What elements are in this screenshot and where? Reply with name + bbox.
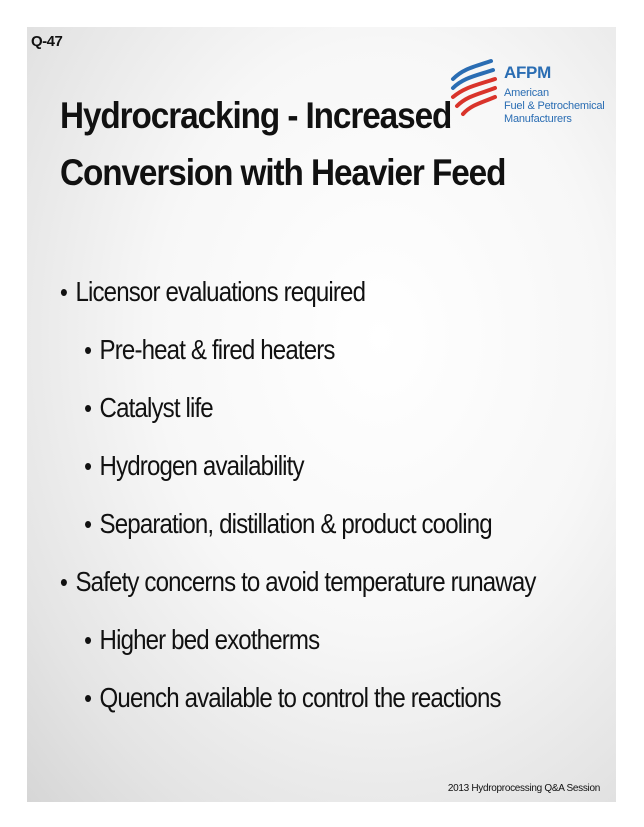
afpm-logo (447, 57, 607, 137)
bullet-list (60, 263, 615, 727)
sub-bullet-item: • Quench available to control the reactions (84, 682, 501, 713)
logo-name-line-1: American (504, 87, 549, 99)
slide-title (60, 87, 506, 201)
slide-footer: 2013 Hydroprocessing Q&A Session (447, 783, 600, 794)
afpm-flag-icon (447, 57, 499, 117)
sub-bullet-item: • Pre-heat & fired heaters (84, 334, 335, 365)
logo-name-line-3: Manufacturers (504, 113, 572, 125)
question-number: Q-47 (31, 33, 63, 50)
sub-bullet-item: • Catalyst life (84, 392, 213, 423)
logo-abbreviation: AFPM (504, 63, 551, 82)
bullet-item: • Licensor evaluations required (60, 276, 366, 307)
sub-bullet-item: • Higher bed exotherms (84, 624, 320, 655)
title-line-1: Hydrocracking - Increased (60, 95, 452, 136)
sub-bullet-item: • Separation, distillation & product cooling (84, 508, 492, 539)
logo-name-line-2: Fuel & Petrochemical (504, 100, 605, 112)
bullet-item: • Safety concerns to avoid temperature runaway (60, 566, 536, 597)
slide (27, 27, 616, 802)
title-line-2: Conversion with Heavier Feed (60, 152, 506, 193)
sub-bullet-item: • Hydrogen availability (84, 450, 304, 481)
logo-full-name (504, 87, 605, 126)
